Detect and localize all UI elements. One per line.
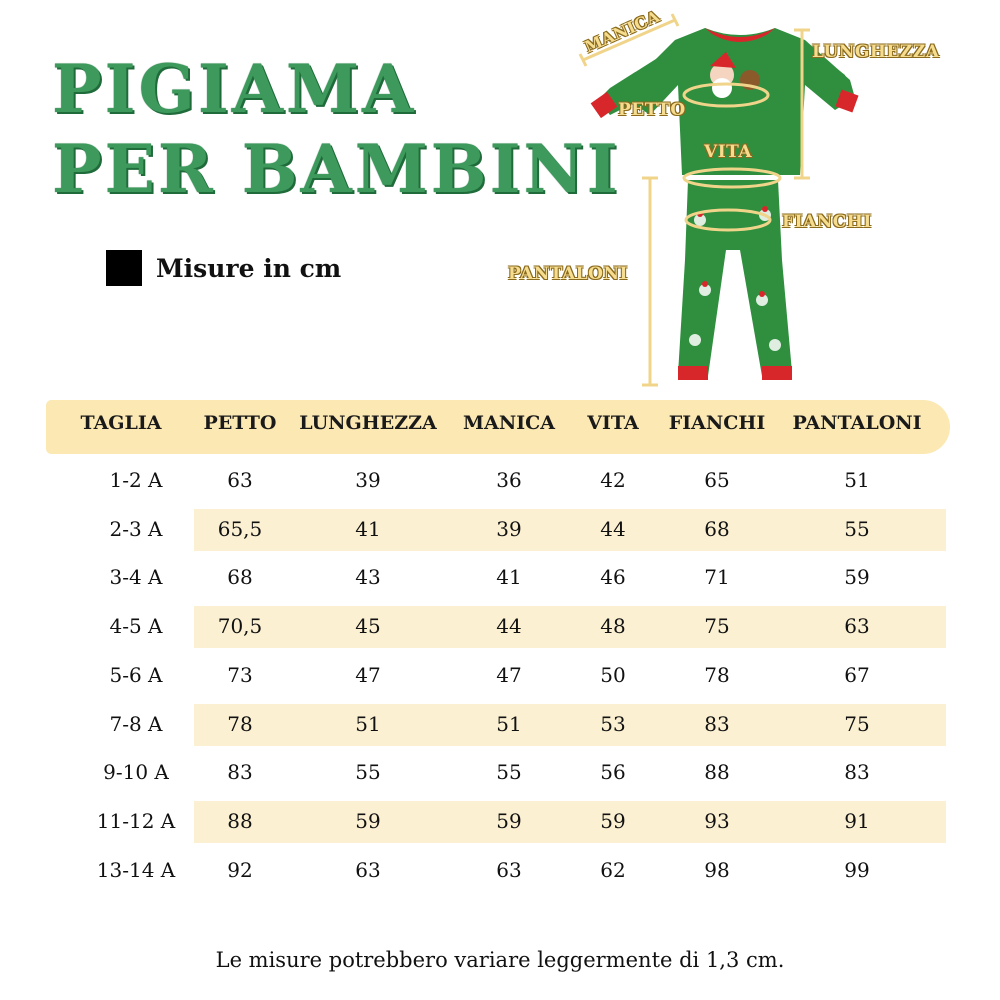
cell-vita: 53 <box>600 711 626 736</box>
cell-lunghezza: 43 <box>355 565 381 590</box>
cell-taglia: 3-4 A <box>109 565 163 590</box>
cell-fianchi: 71 <box>704 565 730 590</box>
table-row <box>46 702 950 746</box>
label-petto: PETTO <box>618 100 686 120</box>
cell-manica: 59 <box>496 808 522 833</box>
cell-pantaloni: 55 <box>844 516 870 541</box>
label-vita: VITA <box>704 142 753 162</box>
header-pantaloni: PANTALONI <box>792 412 922 434</box>
cell-petto: 92 <box>227 857 253 882</box>
title-line-1: PIGIAMA <box>52 50 417 128</box>
cell-vita: 62 <box>600 857 626 882</box>
label-fianchi: FIANCHI <box>782 212 872 232</box>
cell-vita: 48 <box>600 614 626 639</box>
table-row <box>46 653 950 697</box>
pants-right-cuff <box>762 366 792 380</box>
cell-vita: 46 <box>600 565 626 590</box>
cell-lunghezza: 47 <box>355 662 381 687</box>
santa-beard-print <box>712 78 732 98</box>
cell-lunghezza: 41 <box>355 516 381 541</box>
cell-manica: 36 <box>496 468 522 492</box>
table-row <box>46 555 950 599</box>
cell-taglia: 4-5 A <box>109 614 163 639</box>
cell-petto: 65,5 <box>217 516 263 541</box>
cell-lunghezza: 51 <box>355 711 381 736</box>
cell-taglia: 1-2 A <box>109 468 163 492</box>
cell-vita: 56 <box>600 760 626 785</box>
cell-lunghezza: 39 <box>355 468 381 492</box>
cell-taglia: 11-12 A <box>96 808 176 833</box>
cell-petto: 78 <box>227 711 253 736</box>
unit-legend <box>106 250 341 286</box>
cell-petto: 88 <box>227 808 253 833</box>
table-row <box>46 848 950 892</box>
cell-lunghezza: 55 <box>355 760 381 785</box>
table-row <box>46 750 950 794</box>
cell-pantaloni: 67 <box>844 662 870 687</box>
unit-label: Misure in cm <box>156 253 342 283</box>
header-vita: VITA <box>587 412 639 434</box>
cell-petto: 68 <box>227 565 253 590</box>
table-row <box>46 799 950 843</box>
table-row <box>46 604 950 648</box>
cell-manica: 41 <box>496 565 522 590</box>
cell-lunghezza: 63 <box>355 857 381 882</box>
pajama-illustration <box>500 0 1000 395</box>
cell-pantaloni: 59 <box>844 565 870 590</box>
cell-pantaloni: 99 <box>844 857 870 882</box>
cell-petto: 73 <box>227 662 253 687</box>
header-lunghezza: LUNGHEZZA <box>299 412 437 434</box>
header-petto: PETTO <box>203 412 277 434</box>
cell-pantaloni: 51 <box>844 468 870 492</box>
cell-manica: 39 <box>496 516 522 541</box>
cell-manica: 47 <box>496 662 522 687</box>
cell-pantaloni: 83 <box>844 760 870 785</box>
label-manica: MANICA <box>581 6 663 57</box>
cell-pantaloni: 91 <box>844 808 870 833</box>
table-header <box>46 400 950 454</box>
cell-petto: 83 <box>227 760 253 785</box>
cell-pantaloni: 63 <box>844 614 870 639</box>
cell-vita: 59 <box>600 808 626 833</box>
size-table <box>46 400 950 882</box>
cell-vita: 44 <box>600 516 626 541</box>
cell-manica: 63 <box>496 857 522 882</box>
cell-fianchi: 98 <box>704 857 730 882</box>
cell-manica: 51 <box>496 711 522 736</box>
header-manica: MANICA <box>463 412 555 434</box>
cell-pantaloni: 75 <box>844 711 870 736</box>
footnote: Le misure potrebbero variare leggermente di 1,3 cm. <box>215 948 785 972</box>
header-fianchi: FIANCHI <box>668 412 766 434</box>
cell-vita: 50 <box>600 662 626 687</box>
cell-fianchi: 93 <box>704 808 730 833</box>
cell-taglia: 5-6 A <box>109 662 163 687</box>
header-taglia: TAGLIA <box>80 412 162 434</box>
cell-lunghezza: 59 <box>355 808 381 833</box>
cell-taglia: 9-10 A <box>103 760 169 785</box>
cell-petto: 70,5 <box>217 614 263 639</box>
table-row <box>46 507 950 551</box>
title-line-2: PER BAMBINI <box>52 130 621 208</box>
pants-left-cuff <box>678 366 708 380</box>
cell-manica: 44 <box>496 614 522 639</box>
cell-vita: 42 <box>600 468 626 492</box>
cell-taglia: 13-14 A <box>96 857 176 882</box>
table-row <box>46 458 950 502</box>
cell-fianchi: 68 <box>704 516 730 541</box>
cell-fianchi: 78 <box>704 662 730 687</box>
label-lunghezza: LUNGHEZZA <box>812 42 940 62</box>
cell-taglia: 2-3 A <box>109 516 163 541</box>
cell-fianchi: 65 <box>704 468 730 492</box>
cell-fianchi: 88 <box>704 760 730 785</box>
cell-taglia: 7-8 A <box>109 711 163 736</box>
cell-fianchi: 75 <box>704 614 730 639</box>
label-pantaloni: PANTALONI <box>508 264 628 284</box>
unit-square-icon <box>106 250 142 286</box>
cell-manica: 55 <box>496 760 522 785</box>
cell-petto: 63 <box>227 468 253 492</box>
cell-lunghezza: 45 <box>355 614 381 639</box>
cell-fianchi: 83 <box>704 711 730 736</box>
